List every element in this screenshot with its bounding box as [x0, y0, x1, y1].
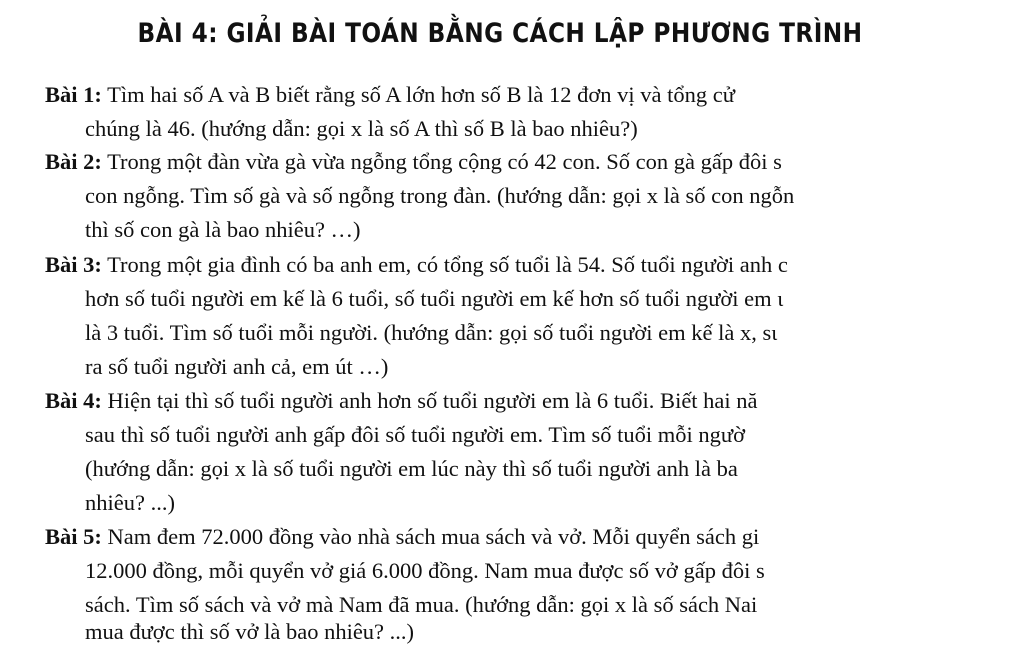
- problem-5-text-3: sách. Tìm số sách và vở mà Nam đã mua. (hướng dẫn: gọi x là số sách Nai: [85, 592, 758, 617]
- problem-3-line-1: [45, 248, 935, 282]
- problem-4-label: Bài 4:: [45, 388, 102, 413]
- problem-2-label: Bài 2:: [45, 149, 102, 174]
- problem-4-text-3: (hướng dẫn: gọi x là số tuổi người em lúc này thì số tuổi người anh là ba: [85, 456, 738, 481]
- page-title: BÀI 4: GIẢI BÀI TOÁN BẰNG CÁCH LẬP PHƯƠNG TRÌNH: [137, 18, 863, 49]
- problem-1-line-2: [85, 112, 975, 146]
- problem-3-text-2: hơn số tuổi người em kế là 6 tuổi, số tuổi người em kế hơn số tuổi người em ι: [85, 286, 784, 311]
- problem-5-line-4: [85, 615, 975, 649]
- problem-2-text-1: Trong một đàn vừa gà vừa ngỗng tổng cộng có 42 con. Số con gà gấp đôi s: [107, 149, 782, 174]
- problem-4-text-2: sau thì số tuổi người anh gấp đôi số tuổi người em. Tìm số tuổi mỗi ngườ: [85, 422, 745, 447]
- problem-2-text-2: con ngỗng. Tìm số gà và số ngỗng trong đàn. (hướng dẫn: gọi x là số con ngỗn: [85, 183, 795, 208]
- problem-4-line-2: [85, 418, 975, 452]
- problem-2-text-3: thì số con gà là bao nhiêu? …): [85, 217, 361, 242]
- problem-2-line-2: [85, 179, 975, 213]
- problem-4-line-1: [45, 384, 935, 418]
- problem-2-line-3: [85, 213, 975, 247]
- problem-5-line-2: [85, 554, 975, 588]
- problem-5-text-2: 12.000 đồng, mỗi quyển vở giá 6.000 đồng. Nam mua được số vở gấp đôi s: [85, 558, 765, 583]
- problem-3-line-2: [85, 282, 975, 316]
- problem-2-line-1: [45, 145, 935, 179]
- problem-4-text-4: nhiêu? ...): [85, 490, 175, 515]
- problem-3-line-4: [85, 350, 975, 384]
- problem-4-line-3: [85, 452, 975, 486]
- problem-3-text-1: Trong một gia đình có ba anh em, có tổng số tuổi là 54. Số tuổi người anh c: [107, 252, 788, 277]
- problem-1-text-1: Tìm hai số A và B biết rằng số A lớn hơn số B là 12 đơn vị và tổng cử: [107, 82, 735, 107]
- problem-1-label: Bài 1:: [45, 82, 102, 107]
- problem-1-line-1: [45, 78, 935, 112]
- problem-5-label: Bài 5:: [45, 524, 102, 549]
- problem-3-text-4: ra số tuổi người anh cả, em út …): [85, 354, 389, 379]
- problem-4-line-4: [85, 486, 975, 520]
- problem-3-label: Bài 3:: [45, 252, 102, 277]
- problem-5-line-1: [45, 520, 935, 554]
- problem-5-text-4: mua được thì số vở là bao nhiêu? ...): [85, 619, 415, 644]
- problem-3-text-3: là 3 tuổi. Tìm số tuổi mỗi người. (hướng dẫn: gọi số tuổi người em kế là x, sι: [85, 320, 778, 345]
- problem-1-text-2: chúng là 46. (hướng dẫn: gọi x là số A thì số B là bao nhiêu?): [85, 116, 638, 141]
- problem-5-text-1: Nam đem 72.000 đồng vào nhà sách mua sách và vở. Mỗi quyển sách gi: [107, 524, 760, 549]
- problem-4-text-1: Hiện tại thì số tuổi người anh hơn số tuổi người em là 6 tuổi. Biết hai nă: [107, 388, 758, 413]
- problem-3-line-3: [85, 316, 975, 350]
